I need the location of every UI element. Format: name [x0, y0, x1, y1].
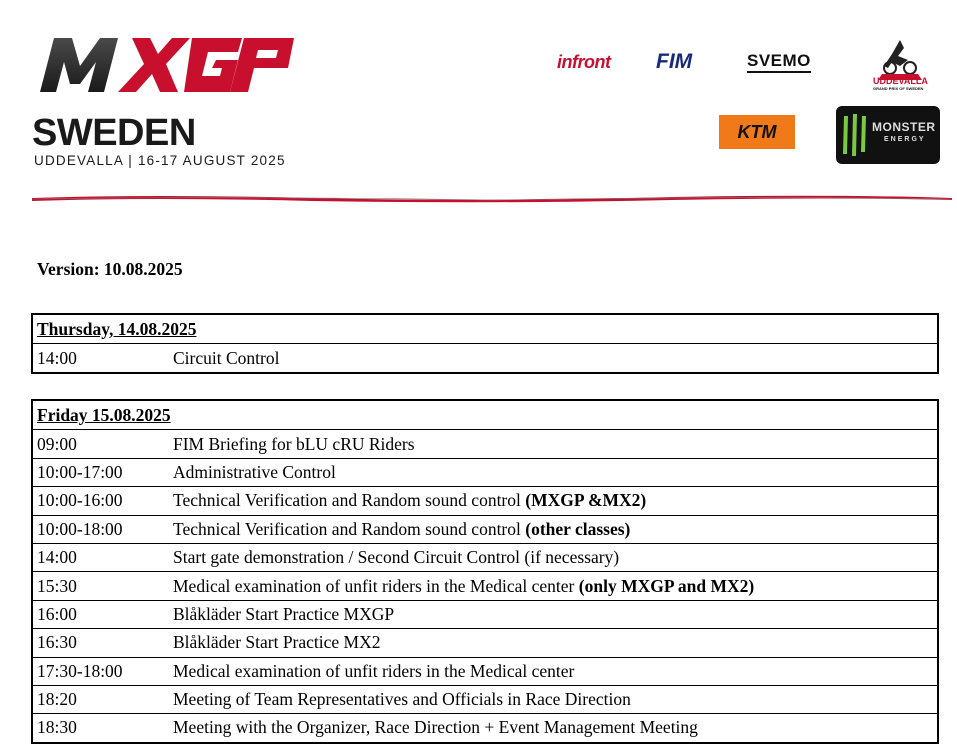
event-name: SWEDEN [32, 112, 196, 154]
time-cell: 16:30 [37, 632, 77, 653]
day-header [33, 315, 937, 343]
fim-logo: FIM [656, 50, 693, 73]
event-cell: Blåkläder Start Practice MX2 [173, 632, 381, 653]
uddevalla-text: UDDEVALLA [873, 76, 928, 86]
day-header [33, 401, 937, 429]
time-cell: 17:30-18:00 [37, 660, 123, 681]
time-cell: 14:00 [37, 347, 77, 368]
time-cell: 18:30 [37, 717, 77, 738]
table-row [33, 628, 937, 656]
event-cell: Technical Verification and Random sound control (other classes) [173, 518, 631, 539]
time-cell: 10:00-17:00 [37, 461, 123, 482]
table-row [33, 429, 937, 457]
day-table-friday [31, 399, 939, 744]
ktm-logo: KTM [719, 115, 795, 149]
event-subtitle: UDDEVALLA | 16-17 AUGUST 2025 [34, 153, 286, 168]
event-cell: FIM Briefing for bLU cRU Riders [173, 433, 415, 454]
day-title: Thursday, 14.08.2025 [37, 318, 197, 339]
table-row [33, 458, 937, 486]
time-cell: 10:00-18:00 [37, 518, 123, 539]
event-cell: Technical Verification and Random sound control (MXGP &MX2) [173, 490, 647, 511]
table-row [33, 657, 937, 685]
mxgp-logo [32, 30, 302, 100]
day-table-thursday [31, 313, 939, 374]
infront-logo: infront [557, 52, 611, 72]
event-cell: Medical examination of unfit riders in the Medical center [173, 660, 575, 681]
day-title: Friday 15.08.2025 [37, 404, 171, 425]
time-cell: 10:00-16:00 [37, 490, 123, 511]
event-cell: Meeting with the Organizer, Race Direction + Event Management Meeting [173, 717, 698, 738]
event-cell: Blåkläder Start Practice MXGP [173, 603, 395, 624]
event-cell: Medical examination of unfit riders in the Medical center (only MXGP and MX2) [173, 575, 755, 596]
table-row [33, 571, 937, 599]
monster-text: MONSTER [872, 120, 936, 134]
table-row [33, 713, 937, 741]
event-cell: Circuit Control [173, 347, 280, 368]
monster-energy-logo [836, 106, 940, 164]
table-row [33, 486, 937, 514]
svemo-logo: SVEMO [747, 51, 811, 73]
table-row [33, 543, 937, 571]
version-label: Version: 10.08.2025 [37, 259, 183, 279]
time-cell: 18:20 [37, 689, 77, 710]
table-row [33, 515, 937, 543]
event-cell: Meeting of Team Representatives and Officials in Race Direction [173, 689, 631, 710]
time-cell: 15:30 [37, 575, 77, 596]
table-row [33, 600, 937, 628]
time-cell: 09:00 [37, 433, 77, 454]
time-cell: 14:00 [37, 547, 77, 568]
table-row [33, 343, 937, 371]
uddevalla-subtext: GRAND PRIX OF SWEDEN [873, 86, 924, 91]
event-cell: Start gate demonstration / Second Circuit Control (if necessary) [173, 547, 620, 568]
event-cell: Administrative Control [173, 461, 336, 482]
time-cell: 16:00 [37, 603, 77, 624]
monster-claw-icon [840, 112, 870, 158]
table-row [33, 685, 937, 713]
header-stripe [32, 193, 952, 203]
energy-text: ENERGY [884, 136, 926, 143]
